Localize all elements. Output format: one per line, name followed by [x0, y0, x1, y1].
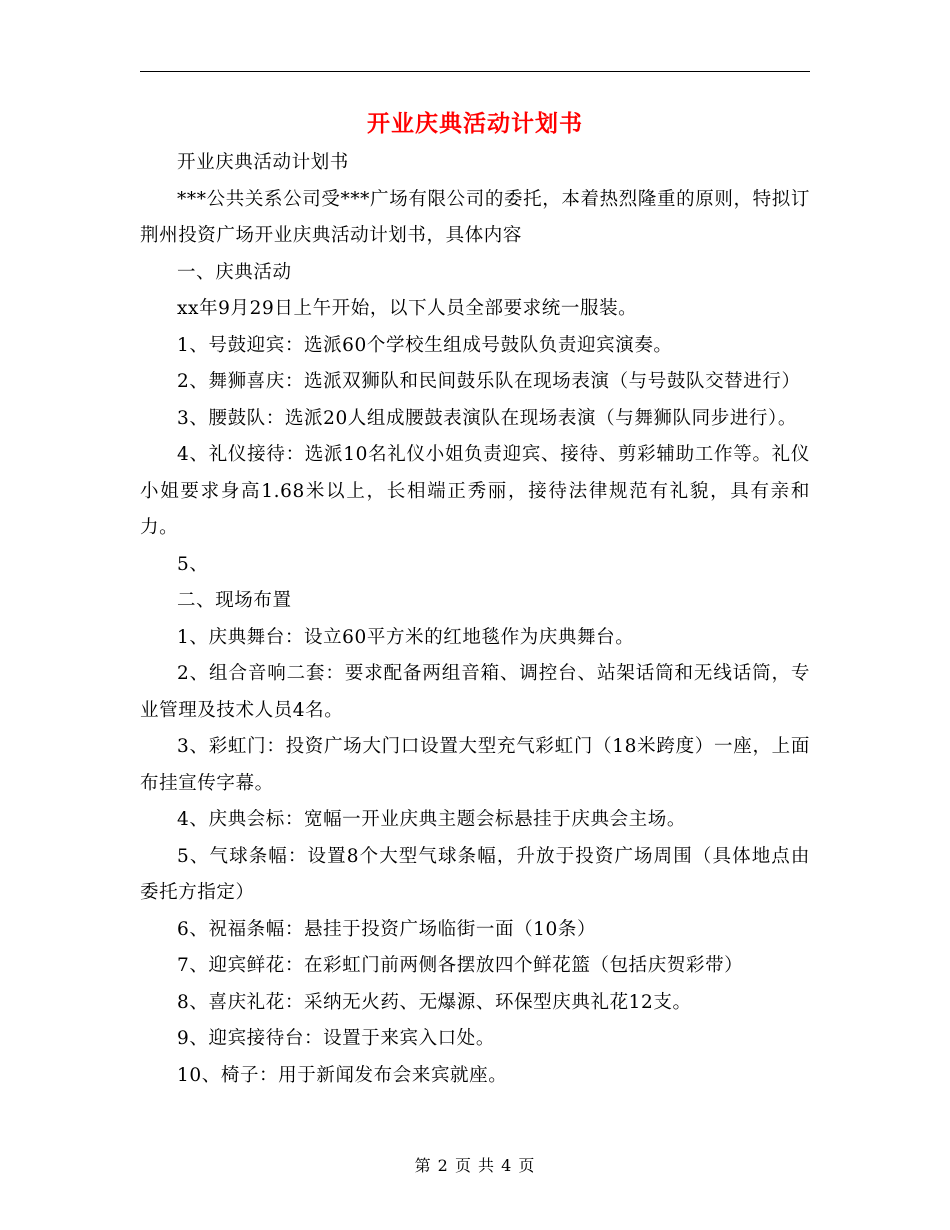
- list-item: 9、迎宾接待台：设置于来宾入口处。: [177, 1028, 495, 1049]
- list-item: 1、号鼓迎宾：选派60个学校生组成号鼓队负责迎宾演奏。: [177, 334, 673, 356]
- list-item: 3、腰鼓队：选派20人组成腰鼓表演队在现场表演（与舞狮队同步进行）。: [177, 407, 797, 429]
- list-item: 4、庆典会标：宽幅一开业庆典主题会标悬挂于庆典会主场。: [177, 809, 686, 830]
- list-item: 7、迎宾鲜花：在彩虹门前两侧各摆放四个鲜花篮（包括庆贺彩带）: [177, 955, 744, 976]
- list-item: 10、椅子：用于新闻发布会来宾就座。: [177, 1064, 508, 1086]
- list-item: 4、礼仪接待：选派10名礼仪小姐负责迎宾、接待、剪彩辅助工作等。礼仪小姐要求身高1.68米以上，长相端正秀丽，接待法律规范有礼貌，具有亲和力。: [140, 444, 810, 538]
- list-item: 2、组合音响二套：要求配备两组音箱、调控台、站架话筒和无线话筒，专业管理及技术人员4名。: [140, 663, 810, 721]
- header-rule: [140, 71, 810, 72]
- paragraph: xx年9月29日上午开始，以下人员全部要求统一服装。: [177, 298, 638, 319]
- page-number-footer: 第 2 页 共 4 页: [414, 1156, 536, 1175]
- document-title: 开业庆典活动计划书: [367, 110, 583, 137]
- paragraph: ***公共关系公司受***广场有限公司的委托，本着热烈隆重的原则，特拟订荆州投资广场开业庆典活动计划书，具体内容: [140, 188, 810, 246]
- list-item: 1、庆典舞台：设立60平方米的红地毯作为庆典舞台。: [177, 626, 635, 648]
- list-item: 3、彩虹门：投资广场大门口设置大型充气彩虹门（18米跨度）一座，上面布挂宣传字幕。: [140, 736, 810, 794]
- document-body: [140, 145, 810, 1094]
- list-item: 5、: [177, 553, 209, 575]
- section-heading: 一、庆典活动: [177, 261, 292, 283]
- section-heading: 二、现场布置: [177, 590, 292, 611]
- list-item: 5、气球条幅：设置8个大型气球条幅，升放于投资广场周围（具体地点由委托方指定）: [140, 845, 810, 903]
- list-item: 2、舞狮喜庆：选派双狮队和民间鼓乐队在现场表演（与号鼓队交替进行）: [177, 371, 801, 392]
- list-item: 6、祝福条幅：悬挂于投资广场临街一面（10条）: [177, 918, 597, 940]
- list-item: 8、喜庆礼花：采纳无火药、无爆源、环保型庆典礼花12支。: [177, 991, 692, 1013]
- paragraph: 开业庆典活动计划书: [177, 152, 349, 173]
